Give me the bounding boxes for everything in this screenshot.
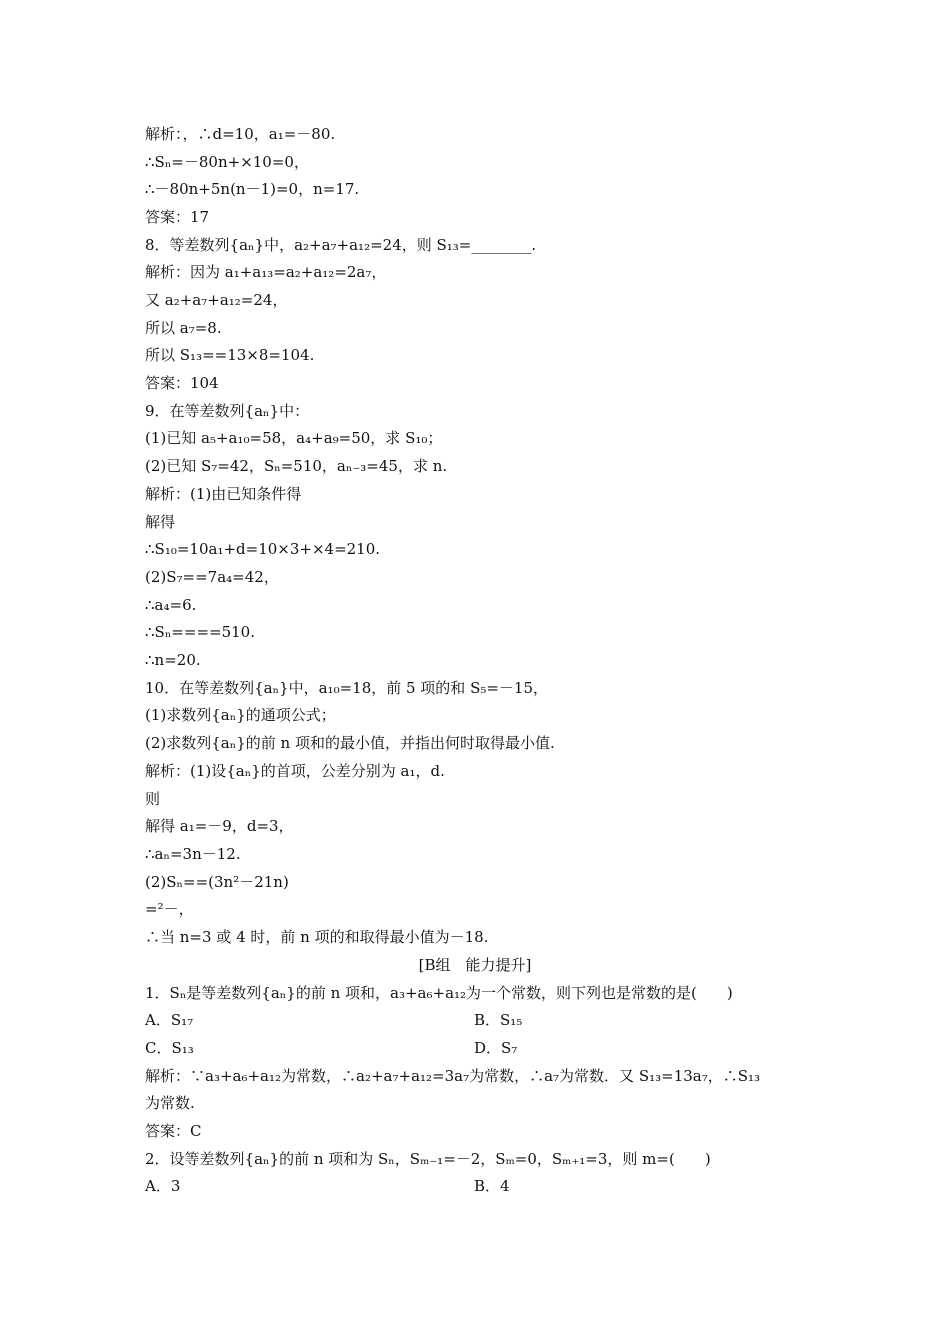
option-d: D．S₇ xyxy=(474,1039,518,1057)
text-line: 解析：(1)由已知条件得 xyxy=(145,485,302,503)
text-line: (2)S₇==7a₄=42， xyxy=(145,568,279,586)
answer-line: 答案：17 xyxy=(145,208,210,226)
text-line: (1)求数列{aₙ}的通项公式； xyxy=(145,706,336,724)
option-c: C．S₁₃ xyxy=(145,1039,194,1057)
text-line: (2)Sₙ==(3n²－21n) xyxy=(145,873,289,891)
text-line: 解得 a₁=－9，d=3， xyxy=(145,817,294,835)
option-a: A．S₁₇ xyxy=(145,1011,194,1029)
option-a: A．3 xyxy=(145,1177,181,1195)
text-line: ∴当 n=3 或 4 时，前 n 项的和取得最小值为－18. xyxy=(145,928,489,946)
text-line: =²－， xyxy=(145,900,194,918)
text-line: (2)已知 S₇=42，Sₙ=510，aₙ₋₃=45，求 n. xyxy=(145,457,448,475)
text-line: ∴S₁₀=10a₁+d=10×3+×4=210. xyxy=(145,540,381,558)
section-title: [B组 能力提升] xyxy=(418,956,532,974)
answer-line: 答案：104 xyxy=(145,374,219,392)
text-line: ∴a₄=6. xyxy=(145,596,197,614)
option-b: B．S₁₅ xyxy=(474,1011,523,1029)
text-line: 解析：(1)设{aₙ}的首项，公差分别为 a₁，d. xyxy=(145,762,445,780)
question-2-stem: 2．设等差数列{aₙ}的前 n 项和为 Sₙ，Sₘ₋₁=－2，Sₘ=0，Sₘ₊₁=3，则 m=( ) xyxy=(145,1150,711,1168)
text-line: ∴aₙ=3n－12. xyxy=(145,845,241,863)
question-10: 10．在等差数列{aₙ}中，a₁₀=18，前 5 项的和 S₅=－15， xyxy=(145,679,549,697)
text-line: 所以 S₁₃==13×8=104. xyxy=(145,346,315,364)
text-line: 又 a₂+a₇+a₁₂=24， xyxy=(145,291,288,309)
option-b: B．4 xyxy=(474,1177,510,1195)
text-line: ∴Sₙ=－80n+×10=0， xyxy=(145,153,309,171)
question-8: 8．等差数列{aₙ}中，a₂+a₇+a₁₂=24，则 S₁₃=________. xyxy=(145,236,537,254)
text-line: 则 xyxy=(145,790,161,808)
analysis-line: 解析：∵a₃+a₆+a₁₂为常数，∴a₂+a₇+a₁₂=3a₇为常数，∴a₇为常数．又 S₁₃=13a₇，∴S₁₃ xyxy=(145,1067,761,1085)
text-line: (1)已知 a₅+a₁₀=58，a₄+a₉=50，求 S₁₀； xyxy=(145,429,443,447)
answer-line: 答案：C xyxy=(145,1122,202,1140)
text-line: ∴－80n+5n(n－1)=0，n=17. xyxy=(145,180,360,198)
text-line: 解得 xyxy=(145,513,176,531)
analysis-line: 为常数. xyxy=(145,1094,195,1112)
text-line: ∴Sₙ====510. xyxy=(145,623,255,641)
text-line: 解析：因为 a₁+a₁₃=a₂+a₁₂=2a₇， xyxy=(145,263,387,281)
text-line: (2)求数列{aₙ}的前 n 项和的最小值，并指出何时取得最小值. xyxy=(145,734,555,752)
text-line: ∴n=20. xyxy=(145,651,201,669)
text-line: 解析：，∴d=10，a₁=－80. xyxy=(145,125,336,143)
question-9: 9．在等差数列{aₙ}中： xyxy=(145,402,310,420)
question-1-stem: 1．Sₙ是等差数列{aₙ}的前 n 项和，a₃+a₆+a₁₂为一个常数，则下列也是常数的是( ) xyxy=(145,984,733,1002)
text-line: 所以 a₇=8. xyxy=(145,319,222,337)
